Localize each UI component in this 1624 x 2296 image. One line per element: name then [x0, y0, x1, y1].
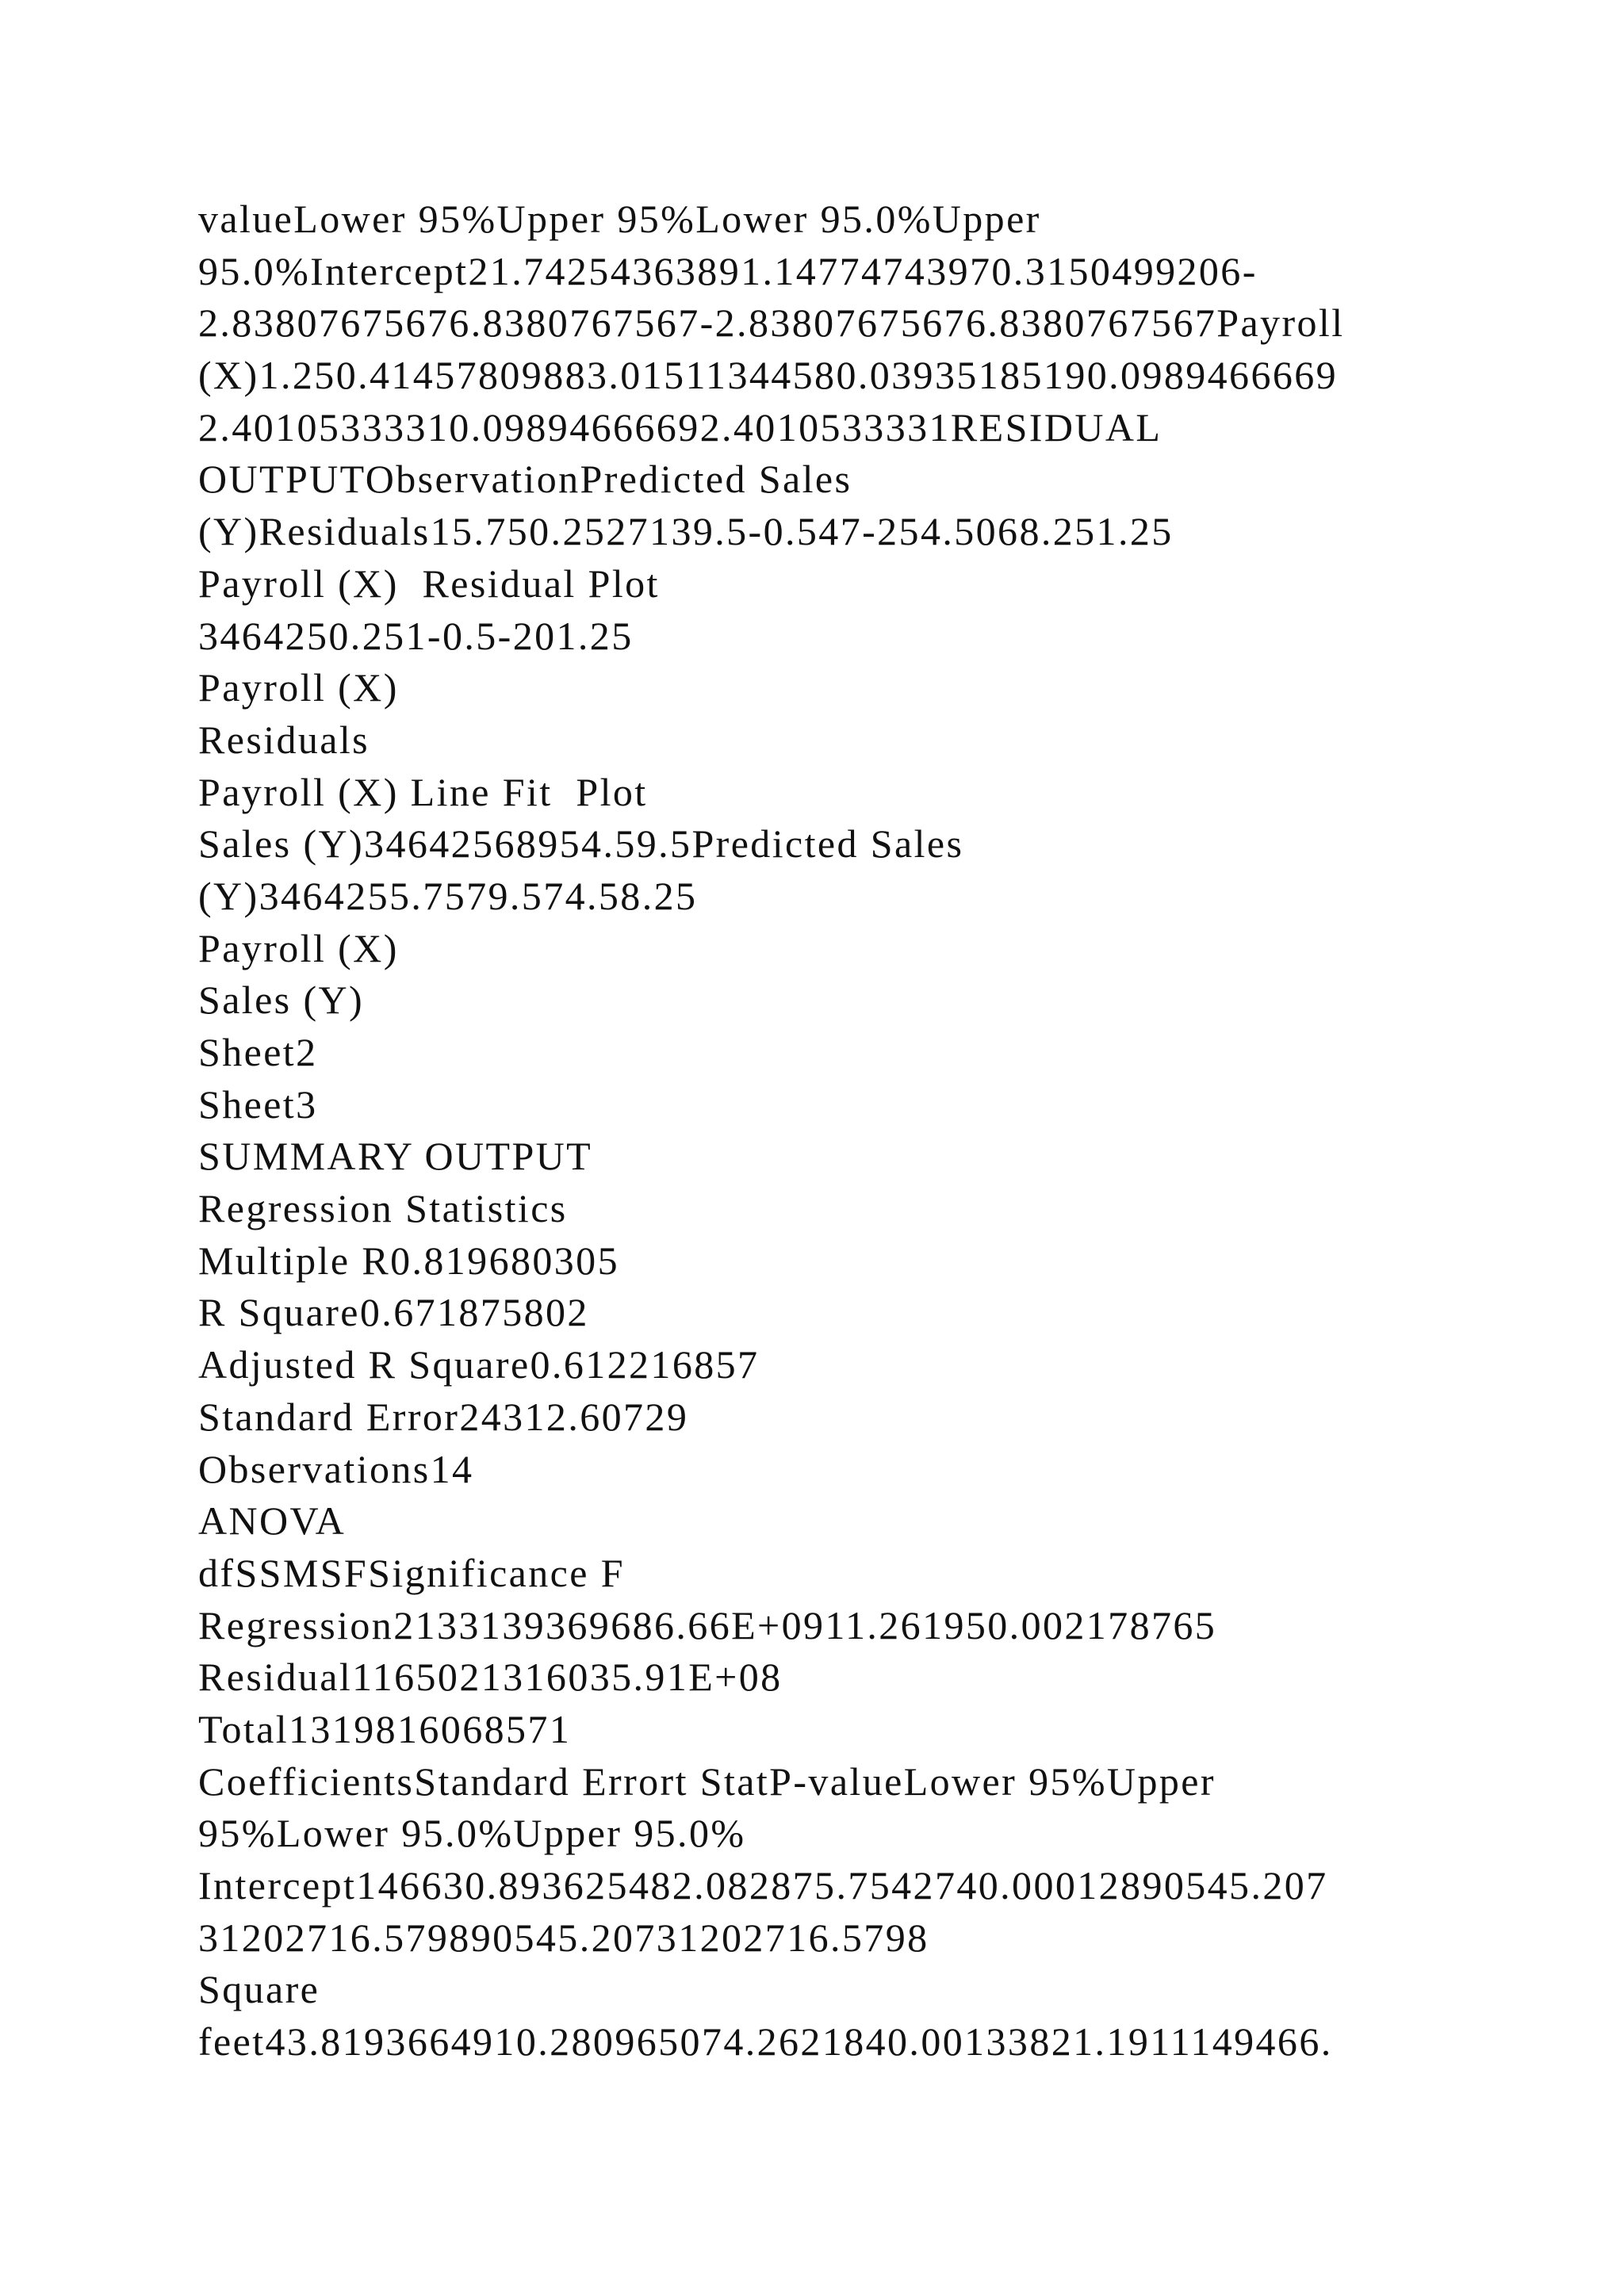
- text-line: 2.83807675676.8380767567-2.83807675676.8380767567Payroll: [198, 300, 1345, 346]
- document-body: [198, 193, 1435, 2068]
- text-line: Multiple R0.819680305: [198, 1238, 619, 1283]
- text-line: R Square0.671875802: [198, 1290, 589, 1335]
- text-line: (Y)Residuals15.750.2527139.5-0.547-254.5068.251.25: [198, 509, 1174, 554]
- text-line: ANOVA: [198, 1498, 347, 1544]
- text-line: SUMMARY OUTPUT: [198, 1134, 593, 1179]
- text-line: Payroll (X) Residual Plot: [198, 561, 660, 606]
- text-line: Sales (Y): [198, 978, 365, 1023]
- text-line: Adjusted R Square0.612216857: [198, 1342, 760, 1387]
- text-line: Sales (Y)34642568954.59.5Predicted Sales: [198, 821, 964, 867]
- text-line: Payroll (X): [198, 665, 399, 710]
- text-line: (Y)3464255.7579.574.58.25: [198, 873, 698, 918]
- text-line: valueLower 95%Upper 95%Lower 95.0%Upper: [198, 197, 1041, 241]
- text-line: 31202716.579890545.20731202716.5798: [198, 1915, 929, 1960]
- text-line: 2.40105333310.09894666692.4010533331RESIDUAL: [198, 404, 1162, 450]
- text-line: (X)1.250.41457809883.01511344580.03935185190.0989466669: [198, 353, 1339, 398]
- text-line: Regression2133139369686.66E+0911.261950.002178765: [198, 1602, 1217, 1647]
- text-line: Payroll (X): [198, 925, 399, 970]
- text-line: Observations14: [198, 1446, 474, 1491]
- text-line: CoefficientsStandard Errort StatP-valueLower 95%Upper: [198, 1758, 1216, 1804]
- text-line: 95%Lower 95.0%Upper 95.0%: [198, 1811, 746, 1856]
- text-line: Standard Error24312.60729: [198, 1394, 689, 1439]
- text-line: Total1319816068571: [198, 1706, 572, 1751]
- text-line: Residual1165021316035.91E+08: [198, 1655, 783, 1700]
- text-line: 95.0%Intercept21.74254363891.14774743970.3150499206-: [198, 248, 1258, 293]
- text-line: Sheet3: [198, 1081, 318, 1127]
- text-line: Residuals: [198, 717, 370, 762]
- text-line: OUTPUTObservationPredicted Sales: [198, 457, 852, 502]
- text-line: feet43.8193664910.280965074.2621840.00133821.1911149466.: [198, 2019, 1333, 2064]
- text-line: Square: [198, 1967, 320, 2012]
- text-line: 3464250.251-0.5-201.25: [198, 613, 634, 658]
- text-line: Sheet2: [198, 1030, 318, 1074]
- text-line: Payroll (X) Line Fit Plot: [198, 769, 648, 814]
- text-line: Regression Statistics: [198, 1186, 568, 1231]
- text-line: Intercept146630.893625482.082875.7542740.00012890545.207: [198, 1863, 1328, 1908]
- text-line: dfSSMSFSignificance F: [198, 1550, 625, 1595]
